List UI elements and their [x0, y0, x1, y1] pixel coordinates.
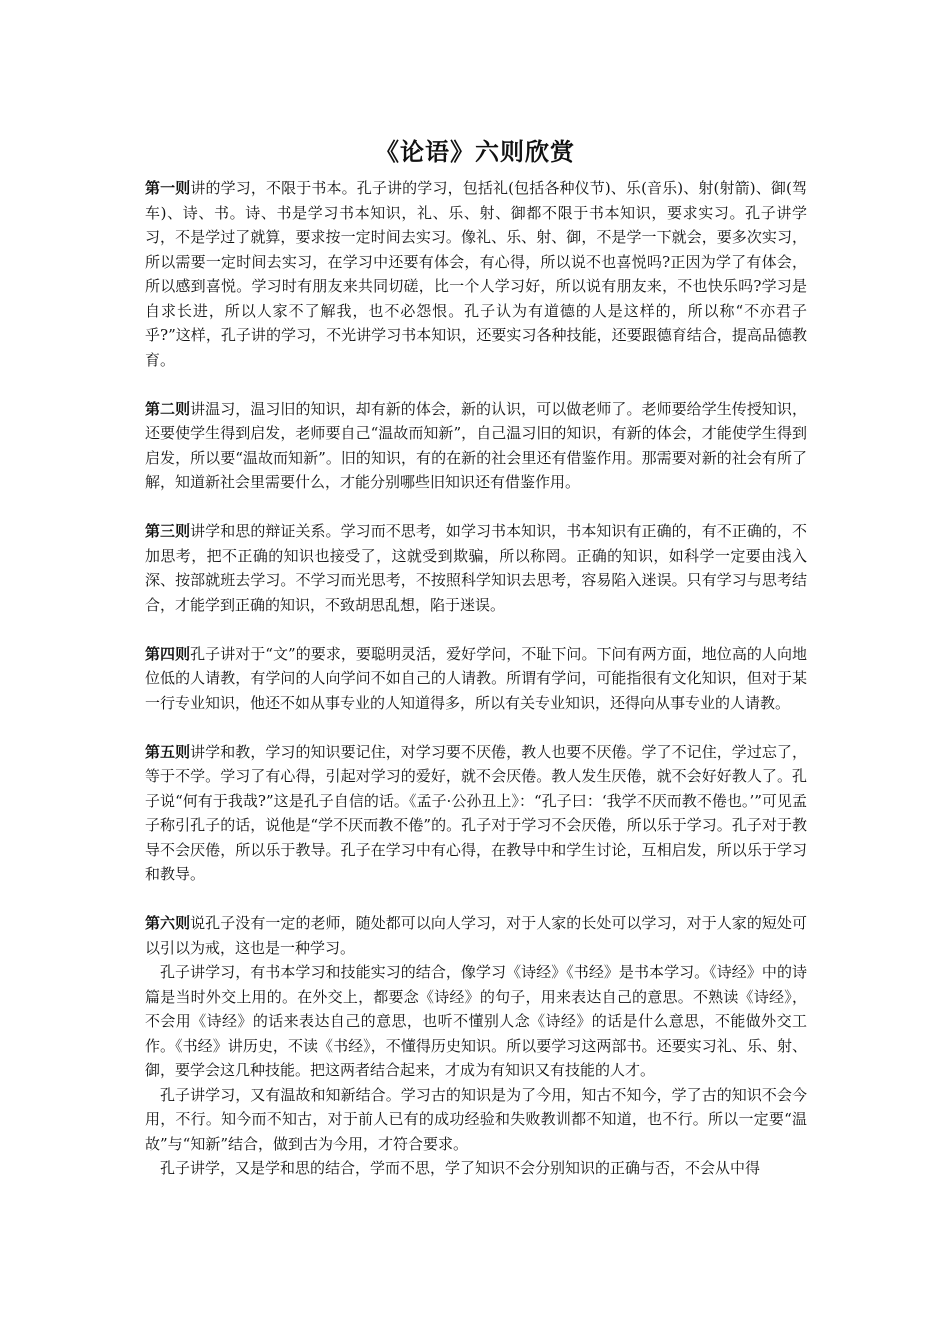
- section-5: [145, 740, 807, 887]
- section-2-heading: 第二则: [145, 399, 191, 418]
- section-2: [145, 397, 807, 495]
- section-3-heading: 第三则: [145, 522, 191, 540]
- section-1-heading: 第一则: [145, 179, 191, 197]
- section-6-paragraph-3: 孔子讲学习，又有温故和知新结合。学习古的知识是为了今用，知古不知今，学了古的知识不会今用，不行。知今而不知古，对于前人已有的成功经验和失败教训都不知道，也不行。所以一定要“温故”与“知新”结合，做到古为今用，才符合要求。: [145, 1085, 807, 1153]
- section-2-text: 讲温习，温习旧的知识，却有新的体会，新的认识，可以做老师了。老师要给学生传授知识，还要使学生得到启发，老师要自己“温故而知新”，自己温习旧的知识，有新的体会，才能使学生得到启发，所以要“温故而知新”。旧的知识，有的在新的社会里还有借鉴作用。那需要对新的社会有所了解，知道新社会里需要什么，才能分别哪些旧知识还有借鉴作用。: [145, 399, 807, 491]
- section-6: [145, 911, 807, 1181]
- section-3-text: 讲学和思的辩证关系。学习而不思考，如学习书本知识，书本知识有正确的，有不正确的，不加思考，把不正确的知识也接受了，这就受到欺骗，所以称罔。正确的知识，如科学一定要由浅入深、按部就班去学习。不学习而光思考，不按照科学知识去思考，容易陷入迷误。只有学习与思考结合，才能学到正确的知识，不致胡思乱想，陷于迷误。: [145, 522, 807, 614]
- section-4-heading: 第四则: [145, 644, 191, 663]
- section-1-paragraph: [145, 176, 807, 372]
- document-body: [145, 176, 807, 1181]
- section-3: [145, 519, 807, 617]
- section-5-heading: 第五则: [145, 742, 191, 761]
- section-4: [145, 642, 807, 716]
- document-title: 《论语》六则欣赏: [375, 137, 575, 166]
- section-5-text: 讲学和教，学习的知识要记住，对学习要不厌倦，教人也要不厌倦。学了不记住，学过忘了，等于不学。学习了有心得，引起对学习的爱好，就不会厌倦。教人发生厌倦，就不会好好教人了。孔子说“何有于我哉?”这是孔子自信的话。《孟子·公孙丑上》：“孔子曰：‘我学不厌而教不倦也。’”可见孟子称引孔子的话，说他是“学不厌而教不倦”的。孔子对于学习不会厌倦，所以乐于学习。孔子对于教导不会厌倦，所以乐于教导。孔子在学习中有心得，在教导中和学生讨论，互相启发，所以乐于学习和教导。: [145, 742, 807, 883]
- section-5-paragraph: [145, 740, 807, 887]
- section-1-text: 讲的学习，不限于书本。孔子讲的学习，包括礼(包括各种仪节)、乐(音乐)、射(射箭)、御(驾车)、诗、书。诗、书是学习书本知识，礼、乐、射、御都不限于书本知识，要求实习。孔子讲学习，不是学过了就算，要求按一定时间去实习。像礼、乐、射、御，不是学一下就会，要多次实习，所以需要一定时间去实习，在学习中还要有体会，有心得，所以说不也喜悦吗?正因为学了有体会，所以感到喜悦。学习时有朋友来共同切磋，比一个人学习好，所以说有朋友来，不也快乐吗?学习是自求长进，所以人家不了解我，也不必怨恨。孔子认为有道德的人是这样的，所以称“不亦君子乎?”这样，孔子讲的学习，不光讲学习书本知识，还要实习各种技能，还要跟德育结合，提高品德教育。: [145, 179, 807, 369]
- section-4-text: 孔子讲对于“文”的要求，要聪明灵活，爱好学问，不耻下问。下问有两方面，地位高的人向地位低的人请教，有学问的人向学问不如自己的人请教。所谓有学问，可能指很有文化知识，但对于某一行专业知识，他还不如从事专业的人知道得多，所以有关专业知识，还得向从事专业的人请教。: [145, 644, 807, 712]
- section-2-paragraph: [145, 397, 807, 495]
- section-3-paragraph: [145, 519, 807, 617]
- section-6-paragraph-2: 孔子讲学习，有书本学习和技能实习的结合，像学习《诗经》《书经》是书本学习。《诗经》中的诗篇是当时外交上用的。在外交上，都要念《诗经》的句子，用来表达自己的意思。不熟读《诗经》，不会用《诗经》的话来表达自己的意思，也听不懂别人念《诗经》的话是什么意思，不能做外交工作。《书经》讲历史，不读《书经》，不懂得历史知识。所以要学习这两部书。还要实习礼、乐、射、御，要学会这几种技能。把这两者结合起来，才成为有知识又有技能的人才。: [145, 963, 807, 1079]
- section-6-text: 说孔子没有一定的老师，随处都可以向人学习，对于人家的长处可以学习，对于人家的短处可以引以为戒，这也是一种学习。: [145, 914, 807, 957]
- section-6-paragraph: [145, 911, 807, 960]
- section-4-paragraph: [145, 642, 807, 716]
- section-6-heading: 第六则: [145, 914, 191, 932]
- section-1: [145, 176, 807, 372]
- section-6-paragraph-4: 孔子讲学，又是学和思的结合，学而不思，学了知识不会分别知识的正确与否，不会从中得: [160, 1159, 761, 1177]
